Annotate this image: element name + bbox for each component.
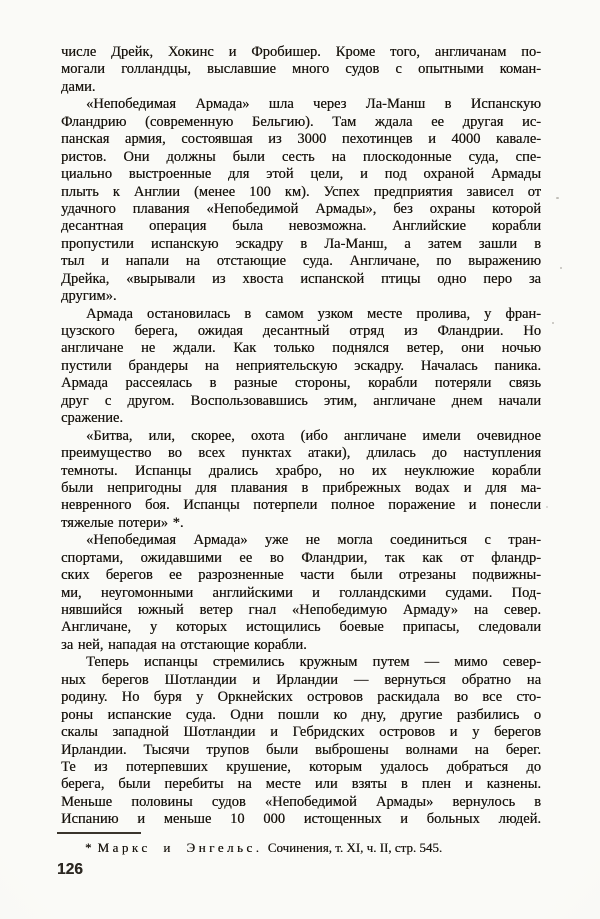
footnote-author: Маркс и Энгельс.: [97, 840, 263, 855]
text-line: нявшийся южный ветер гнал «Непобедимую Армаду» на север.: [61, 602, 541, 618]
text-line: Армада остановилась в самом узком месте пролива, у фран-: [86, 305, 541, 322]
paragraph: [61, 654, 541, 828]
text-line: сражение.: [61, 410, 123, 427]
text-line: Те из потерпевших крушение, которым удалось добраться до: [61, 758, 541, 775]
text-line: англичане не ждали. Как только поднялся ветер, они ночью: [61, 340, 541, 357]
scan-speck: [546, 506, 548, 508]
text-line: десантная операция была невозможна. Английские корабли: [61, 218, 541, 235]
paragraph: [61, 532, 541, 654]
text-line: дами.: [61, 78, 96, 95]
text-line: удачного плавания «Непобедимой Армады», без охраны которой: [61, 200, 541, 217]
scan-speck: [552, 322, 554, 324]
text-line: пустили брандеры на неприятельскую эскадру. Началась паника.: [61, 357, 541, 374]
text-line: могали голландцы, выславшие много судов с опытными коман-: [61, 61, 541, 78]
text-line: скалы западной Шотландии и Гебридских островов и у берегов: [61, 724, 541, 741]
text-line: тяжелые потери» *.: [61, 514, 184, 531]
text-line: Англичане, у которых истощились боевые припасы, следовали: [61, 619, 541, 636]
text-line: темноты. Испанцы дрались храбро, но их неуклюжие корабли: [61, 462, 541, 479]
text-line: «Непобедимая Армада» шла через Ла-Манш в Испанскую: [86, 96, 541, 113]
text-line: цузского берега, ожидая десантный отряд из Фландрии. Но: [61, 323, 541, 339]
paragraph: [61, 96, 541, 305]
text-line: числе Дрейк, Хокинс и Фробишер. Кроме того, англичанам по-: [61, 44, 541, 60]
text-line: роны испанские суда. Одни пошли ко дну, другие разбились о: [61, 706, 541, 723]
text-line: ских берегов ее разрозненные части были отрезаны подвижны-: [61, 567, 541, 584]
text-line: «Битва, или, скорее, охота (ибо англичане имели очевидное: [86, 427, 541, 444]
text-line: Ирландии. Тысячи трупов были выброшены волнами на берег.: [61, 741, 541, 758]
text-line: друг с другом. Воспользовавшись этим, англичане днем начали: [61, 392, 541, 409]
text-line: Испанию и меньше 10 000 истощенных и больных людей.: [61, 811, 541, 828]
text-line: Фландрию (современную Бельгию). Там ждала ее другая ис-: [61, 113, 541, 130]
text-line: Армада рассеялась в разные стороны, корабли потеряли связь: [61, 375, 541, 392]
text-line: «Непобедимая Армада» уже не могла соединиться с тран-: [86, 532, 541, 549]
footnote-container: [61, 829, 541, 856]
text-line: Дрейка, «вырывали из хвоста испанской птицы одно перо за: [61, 270, 541, 287]
paragraph: [61, 428, 541, 533]
text-block: [61, 44, 541, 829]
footnote-reference: Сочинения, т. XI, ч. II, стр. 545.: [267, 840, 443, 855]
scan-speck: [556, 197, 559, 199]
text-line: были непригодны для плавания в прибрежных водах и для ма-: [61, 479, 541, 496]
text-line: тыл и напали на отстающие суда. Англичане, по выражению: [61, 253, 541, 270]
text-line: циально выстроенные для этой цели, и под охраной Армады: [61, 166, 541, 183]
text-line: ных берегов Шотландии и Ирландии — вернуться обратно на: [61, 671, 541, 688]
text-line: Теперь испанцы стремились кружным путем — мимо север-: [86, 654, 541, 671]
scan-speck: [560, 267, 562, 269]
page-number: 126: [57, 861, 83, 878]
text-line: другим».: [61, 288, 117, 305]
text-line: ми, неугомонными английскими и голландскими судами. Под-: [61, 584, 541, 601]
footnote-rule: [57, 832, 141, 834]
text-line: родину. Но буря у Оркнейских островов раскидала во все сто-: [61, 689, 541, 706]
footnote-marker: *: [85, 840, 92, 855]
text-line: пропустили испанскую эскадру в Ла-Манш, а затем зашли в: [61, 235, 541, 252]
text-line: невренного боя. Испанцы потерпели полное поражение и понесли: [61, 497, 541, 514]
text-line: ристов. Они должны были сесть на плоскодонные суда, спе-: [61, 148, 541, 165]
paragraph: [61, 44, 541, 96]
text-line: за ней, нападая на отстающие корабли.: [61, 636, 307, 653]
text-line: панская армия, состоявшая из 3000 пехотинцев и 4000 кавале-: [61, 131, 541, 148]
text-line: Меньше половины судов «Непобедимой Армады» вернулось в: [61, 793, 541, 810]
footnote: [61, 840, 541, 856]
text-line: спортами, ожидавшими ее во Фландрии, так как от фландр-: [61, 549, 541, 566]
text-line: берега, были перебиты на месте или взяты в плен и казнены.: [61, 776, 541, 793]
text-line: плыть к Англии (менее 100 км). Успех предприятия зависел от: [61, 183, 541, 200]
text-line: преимущество во всех пунктах атаки), длилась до наступления: [61, 445, 541, 462]
paragraph: [61, 306, 541, 428]
